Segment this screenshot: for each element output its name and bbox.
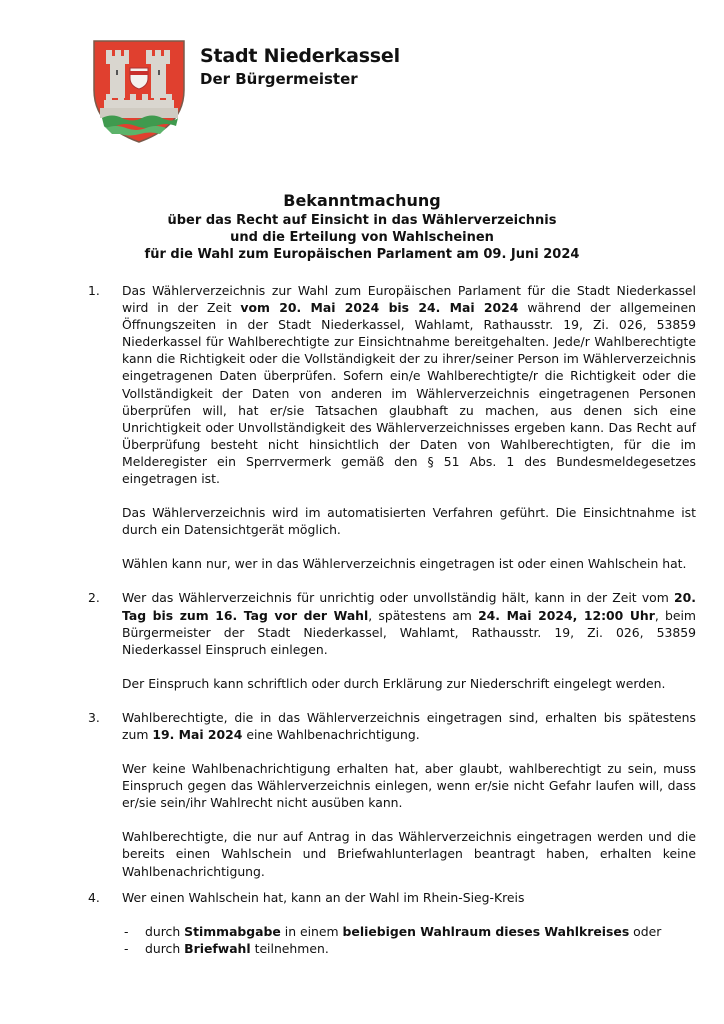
text: Wer das Wählerverzeichnis für unrichtig oder unvollständig hält, kann in der Zeit vom [122, 590, 675, 606]
section-paragraph [122, 282, 696, 487]
text: Das Wählerverzeichnis zur Wahl zum Europäischen Parlament für die Stadt Niederkassel wird in der Zeit [122, 283, 696, 316]
section-paragraph [122, 709, 696, 743]
document-body [88, 282, 696, 957]
organization-name: Stadt Niederkassel [200, 45, 400, 67]
coat-of-arms-logo [90, 38, 188, 144]
text: teilnehmen. [250, 940, 329, 956]
text: , beim Bürgermeister der Stadt Niederkassel, Wahlamt, Rathausstr. 19, Zi. 026, 53859 Niederkassel Einspruch einlegen. [122, 607, 696, 657]
section-number: 3. [88, 709, 100, 725]
section-paragraph: Wer einen Wahlschein hat, kann an der Wahl im Rhein-Sieg-Kreis [122, 889, 525, 905]
section-paragraph [122, 589, 696, 657]
bold-text: beliebigen Wahlraum dieses Wahlkreises [342, 923, 630, 939]
section-number: 4. [88, 889, 100, 905]
section-3 [88, 709, 696, 880]
bold-text: Stimmabgabe [184, 923, 281, 939]
bold-period: 20. Tag bis zum 16. Tag vor der Wahl [122, 590, 696, 623]
section-paragraph: Wählen kann nur, wer in das Wählerverzeichnis eingetragen ist oder einen Wahlschein hat. [122, 556, 687, 572]
text: durch [145, 940, 185, 956]
text: oder [629, 923, 662, 939]
department-name: Der Bürgermeister [200, 70, 358, 88]
bullet-dash: - [124, 923, 129, 939]
document-title: Bekanntmachung [283, 191, 441, 210]
subtitle-line: für die Wahl zum Europäischen Parlament am 09. Juni 2024 [144, 247, 580, 262]
section-1 [88, 282, 696, 572]
section-number: 1. [88, 283, 100, 298]
bullet-list [122, 923, 696, 957]
section-paragraph: Das Wählerverzeichnis wird im automatisierten Verfahren geführt. Die Einsichtnahme ist durch ein Datensichtgerät möglich. [122, 505, 696, 538]
bold-date: 19. Mai 2024 [152, 726, 243, 742]
bullet-item [122, 940, 696, 957]
document-title-block [0, 190, 724, 263]
bold-text: Briefwahl [184, 940, 251, 956]
text: eine Wahlbenachrichtigung. [242, 726, 420, 742]
section-paragraph: Wahlberechtigte, die nur auf Antrag in das Wählerverzeichnis eingetragen werden und die bereits einen Wahlschein und Briefwahlunterlagen beantragt haben, erhalten keine Wahlbenachrichtigung. [122, 829, 696, 879]
section-paragraph: Der Einspruch kann schriftlich oder durch Erklärung zur Niederschrift eingelegt werden. [122, 675, 666, 691]
section-2 [88, 589, 696, 691]
bold-date-range: vom 20. Mai 2024 bis 24. Mai 2024 [240, 300, 519, 316]
subtitle-line: über das Recht auf Einsicht in das Wählerverzeichnis [167, 213, 557, 228]
section-paragraph: Wer keine Wahlbenachrichtigung erhalten hat, aber glaubt, wahlberechtigt zu sein, muss Einspruch gegen das Wählerverzeichnis einlegen, wenn er/sie nicht Gefahr laufen will, dass er/sie sein/ihr Wahlrecht nicht ausüben kann. [122, 761, 696, 811]
text: , spätestens am [368, 607, 479, 623]
bold-deadline: 24. Mai 2024, 12:00 Uhr [478, 607, 655, 623]
text: während der allgemeinen Öffnungszeiten in der Stadt Niederkassel, Wahlamt, Rathausstr. 19, Zi. 026, 53859 Niederkassel für Wahlberechtigte zur Einsichtnahme bereitgehalten. Jede/r Wahlberechtigte kann die Richtigkeit oder die Vollständigkeit der zu ihrer/seiner Person im Wählerverzeichnis eingetragenen Daten überprüfen. Sofern ein/e Wahlberechtigte/r die Richtigkeit oder die Vollständigkeit der Daten von anderen im Wählerverzeichnis eingetragenen Personen überprüfen will, hat er/sie Tatsachen glaubhaft zu machen, aus denen sich eine Unrichtigkeit oder Unvollständigkeit des Wählerverzeichnisses ergeben kann. Das Recht auf Überprüfung besteht nicht hinsichtlich der Daten von Wahlberechtigten, für die im Melderegister ein Sperrvermerk gemäß den § 51 Abs. 1 des Bundesmeldegesetzes eingetragen ist. [122, 300, 697, 487]
section-number: 2. [88, 590, 100, 606]
bullet-item [122, 923, 696, 940]
castle-crest-icon [90, 38, 188, 144]
section-4 [88, 889, 696, 957]
subtitle-line: und die Erteilung von Wahlscheinen [230, 230, 494, 245]
text: in einem [280, 923, 343, 939]
header [200, 44, 400, 89]
text: durch [145, 923, 185, 939]
bullet-dash: - [124, 940, 129, 956]
text: Wahlberechtigte, die in das Wählerverzeichnis eingetragen sind, erhalten bis spätestens zum [122, 709, 696, 742]
